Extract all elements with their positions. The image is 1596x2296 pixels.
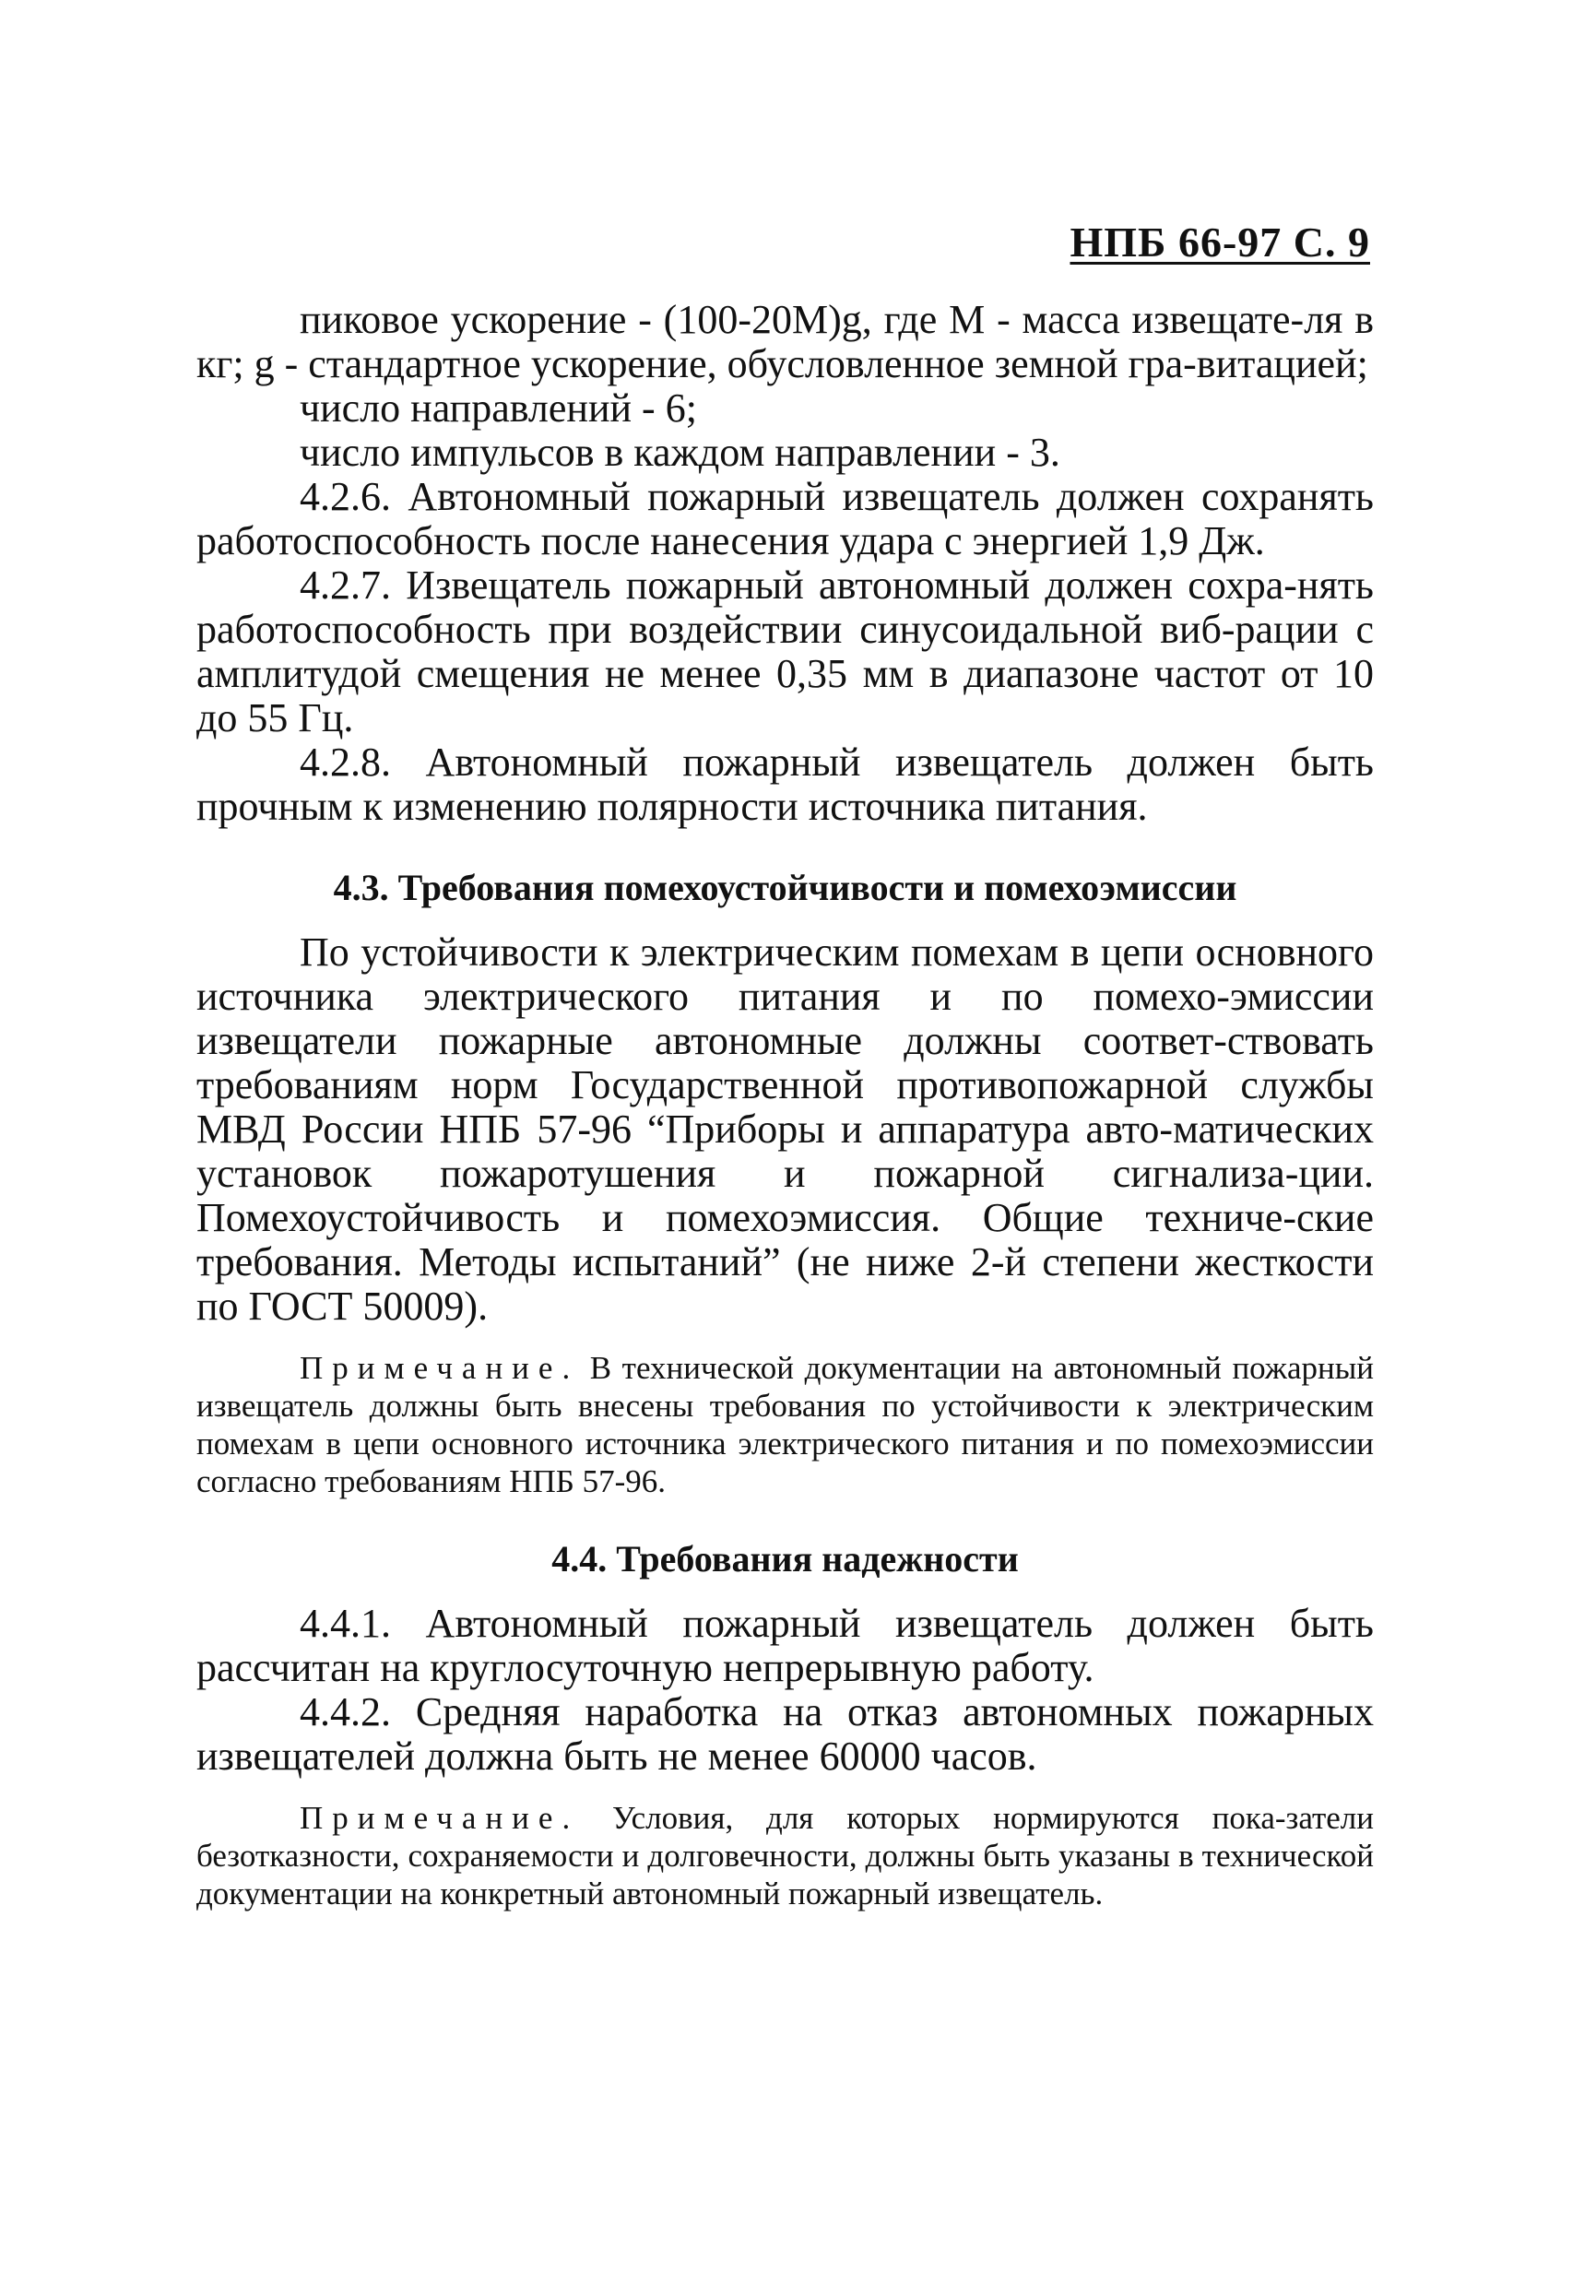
note-4-4 — [196, 1799, 1374, 1912]
paragraph-4-4-1: 4.4.1. Автономный пожарный извещатель должен быть рассчитан на круглосуточную непрерывную работу. — [196, 1601, 1374, 1690]
paragraph-pulses: число импульсов в каждом направлении - 3. — [300, 430, 1060, 475]
paragraph-directions: число направлений - 6; — [300, 385, 697, 431]
page-body — [196, 298, 1374, 1912]
note-label: Примечание. — [300, 1350, 580, 1386]
paragraph-4-4-2: 4.4.2. Средняя наработка на отказ автономных пожарных извещателей должна быть не менее 60000 часов. — [196, 1689, 1374, 1779]
paragraph-4-2-6: 4.2.6. Автономный пожарный извещатель должен сохранять работоспособность после нанесения удара с энергией 1,9 Дж. — [196, 474, 1374, 563]
running-head: НПБ 66-97 С. 9 — [1070, 219, 1370, 266]
note-text: В технической документации на автономный пожарный извещатель должны быть внесены требования по устойчивости к электрическим помехам в цепи основного источника электрического питания и по помехоэмиссии согласно требованиям НПБ 57-96. — [196, 1350, 1374, 1499]
paragraph-4-3-text: По устойчивости к электрическим помехам в цепи основного источника электрического питания и по помехо-эмиссии извещатели пожарные автономные должны соответ-ствовать требованиям норм Государственной противопожарной службы МВД России НПБ 57-96 “Приборы и аппаратура авто-матических установок пожаротушения и пожарной сигнализа-ции. Помехоустойчивость и помехоэмиссия. Общие техниче-ские требования. Методы испытаний” (не ниже 2-й степени жесткости по ГОСТ 50009). — [196, 929, 1374, 1329]
heading-4-4: 4.4. Требования надежности — [551, 1538, 1019, 1580]
heading-4-3: 4.3. Требования помехоустойчивости и помехоэмиссии — [333, 867, 1237, 908]
paragraph-4-2-7: 4.2.7. Извещатель пожарный автономный должен сохра-нять работоспособность при воздействии синусоидальной виб-рации с амплитудой смещения не менее 0,35 мм в диапазоне частот от 10 до 55 Гц. — [196, 562, 1374, 740]
note-text: Условия, для которых нормируются пока-затели безотказности, сохраняемости и долговечности, должны быть указаны в технической документации на конкретный автономный пожарный извещатель. — [196, 1800, 1374, 1911]
paragraph-peak-acceleration: пиковое ускорение - (100-20M)g, где M - масса извещате-ля в кг; g - стандартное ускорение, обусловленное земной гра-витацией; — [196, 297, 1374, 386]
paragraph-4-2-8: 4.2.8. Автономный пожарный извещатель должен быть прочным к изменению полярности источника питания. — [196, 740, 1374, 829]
note-4-3 — [196, 1349, 1374, 1500]
note-label: Примечание. — [300, 1800, 580, 1836]
